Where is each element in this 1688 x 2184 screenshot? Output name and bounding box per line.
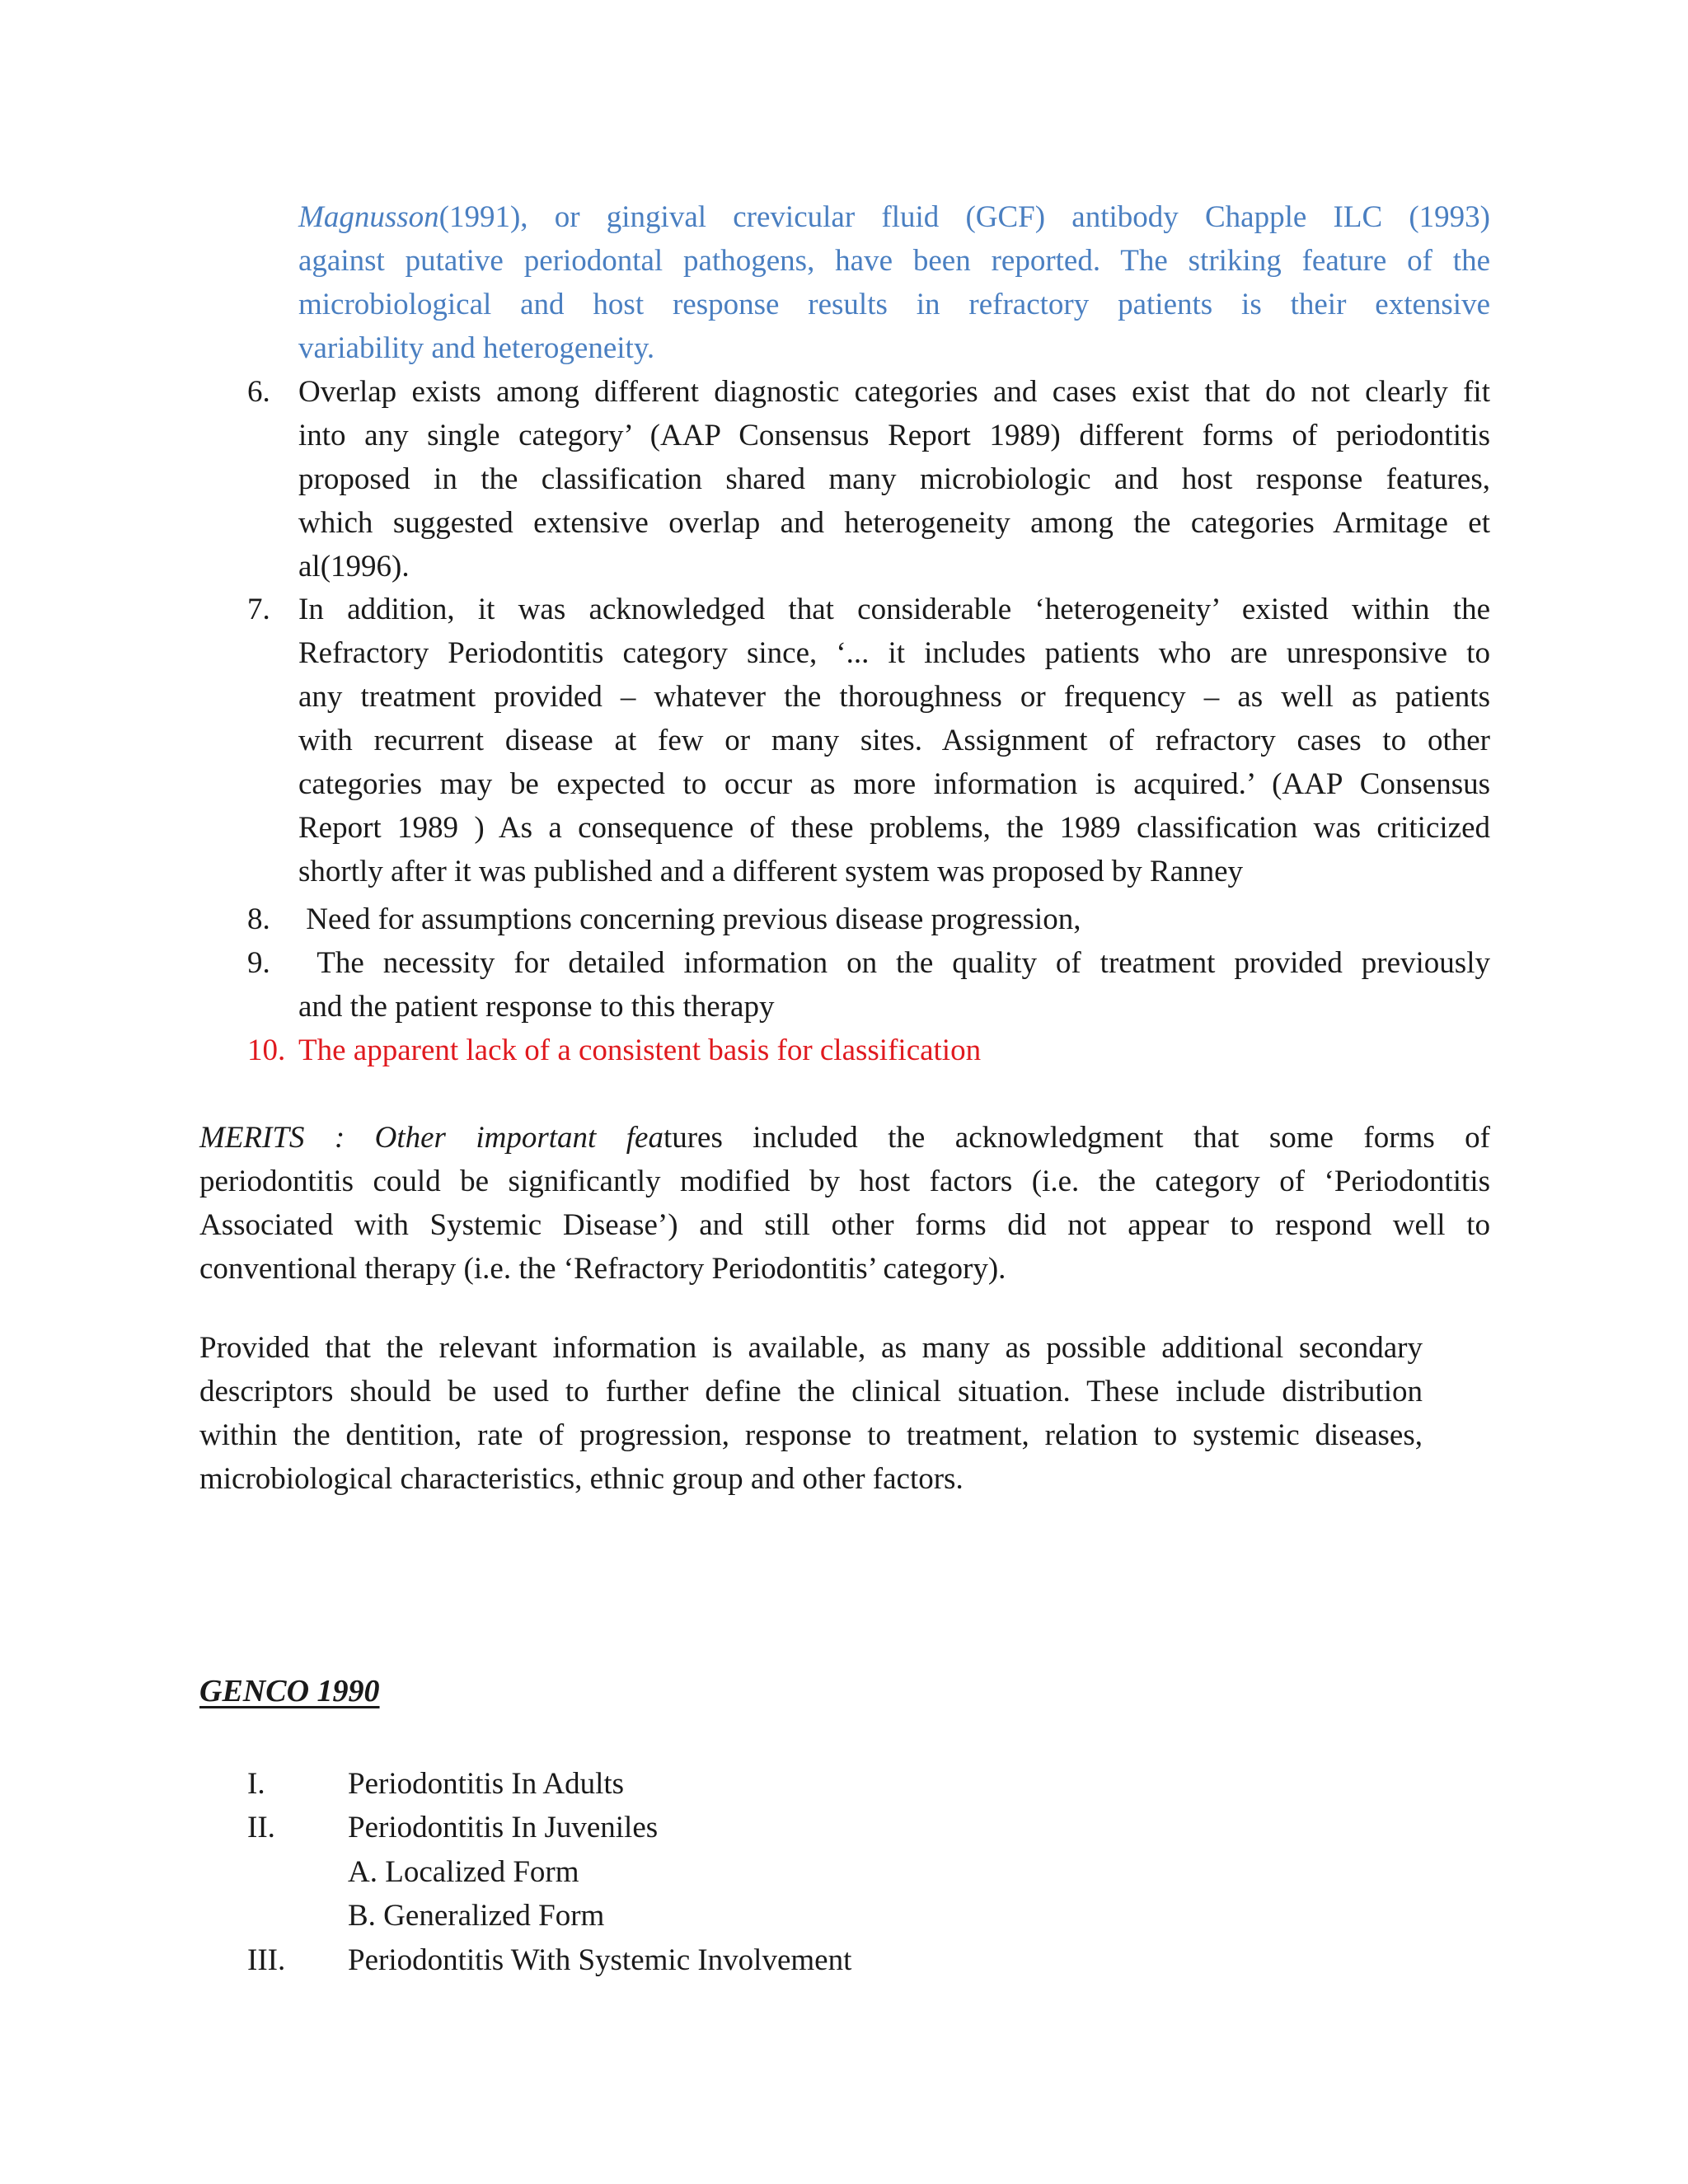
continuation-line: variability and heterogeneity. <box>298 331 655 365</box>
classification-item: Periodontitis In Juveniles <box>348 1811 659 1844</box>
list-line: The necessity for detailed information on the quality of treatment provided previously <box>298 946 1490 980</box>
list-line: In addition, it was acknowledged that considerable ‘heterogeneity’ existed within the <box>298 593 1490 626</box>
roman-numeral: I. <box>247 1767 265 1801</box>
list-line: al(1996). <box>298 550 410 583</box>
descriptors-line: Provided that the relevant information is available, as many as possible additional secondary <box>199 1331 1423 1365</box>
list-item-7 <box>298 588 1490 893</box>
descriptors-line: descriptors should be used to further define the clinical situation. These include distribution <box>199 1375 1423 1408</box>
list-line: into any single category’ (AAP Consensus Report 1989) different forms of periodontitis <box>298 419 1490 452</box>
descriptors-line: within the dentition, rate of progression, response to treatment, relation to systemic diseases, <box>199 1418 1423 1452</box>
list-number: 8. <box>247 902 270 936</box>
merits-label: MERITS : Other important fea <box>199 1121 663 1155</box>
list-line: The apparent lack of a consistent basis for classification <box>298 1033 982 1067</box>
list-line: proposed in the classification shared many microbiologic and host response features, <box>298 462 1490 496</box>
classification-subitem: A. Localized Form <box>348 1855 579 1889</box>
classification-subitem: B. Generalized Form <box>348 1899 605 1933</box>
list-item-8 <box>298 898 1490 941</box>
list-line: Need for assumptions concerning previous disease progression, <box>298 902 1081 936</box>
list-line: shortly after it was published and a different system was proposed by Ranney <box>298 855 1244 888</box>
list-line: Overlap exists among different diagnostic categories and cases exist that do not clearly fit <box>298 375 1490 409</box>
list-line: any treatment provided – whatever the thoroughness or frequency – as well as patients <box>298 680 1490 714</box>
list-line: with recurrent disease at few or many sites. Assignment of refractory cases to other <box>298 724 1490 757</box>
list-line: and the patient response to this therapy <box>298 990 775 1024</box>
list-item-6 <box>298 370 1490 588</box>
list-line: categories may be expected to occur as more information is acquired.’ (AAP Consensus <box>298 767 1490 801</box>
merits-paragraph <box>199 1116 1490 1291</box>
section-heading: GENCO 1990 <box>199 1674 380 1708</box>
author-italic: Magnusson <box>298 200 439 234</box>
list-item-10 <box>298 1029 1490 1072</box>
list-line: Report 1989 ) As a consequence of these problems, the 1989 classification was criticized <box>298 811 1490 845</box>
list-number: 7. <box>247 593 270 626</box>
merits-line: periodontitis could be significantly modified by host factors (i.e. the category of ‘Periodontitis <box>199 1165 1490 1198</box>
classification-item: Periodontitis With Systemic Involvement <box>348 1943 852 1977</box>
list-line: which suggested extensive overlap and heterogeneity among the categories Armitage et <box>298 506 1490 540</box>
list-number: 9. <box>247 946 270 980</box>
descriptors-line: microbiological characteristics, ethnic group and other factors. <box>199 1462 964 1496</box>
list-number: 10. <box>247 1033 286 1067</box>
continuation-line: microbiological and host response results in refractory patients is their extensive <box>298 288 1490 321</box>
merits-line: MERITS : Other important features included the acknowledgment that some forms of <box>199 1121 1490 1155</box>
roman-numeral: III. <box>247 1943 286 1977</box>
roman-numeral: II. <box>247 1811 275 1844</box>
list-line: Refractory Periodontitis category since, ‘... it includes patients who are unresponsive to <box>298 636 1490 670</box>
classification-item: Periodontitis In Adults <box>348 1767 625 1801</box>
descriptors-paragraph <box>199 1326 1423 1501</box>
list-number: 6. <box>247 375 270 409</box>
merits-line: Associated with Systemic Disease’) and still other forms did not appear to respond well to <box>199 1208 1490 1242</box>
continuation-line: against putative periodontal pathogens, have been reported. The striking feature of the <box>298 244 1490 278</box>
list-item-9 <box>298 941 1490 1029</box>
continuation-line: Magnusson(1991), or gingival crevicular fluid (GCF) antibody Chapple ILC (1993) <box>298 200 1490 234</box>
merits-line: conventional therapy (i.e. the ‘Refractory Periodontitis’ category). <box>199 1252 1006 1286</box>
continuation-paragraph <box>298 195 1490 370</box>
